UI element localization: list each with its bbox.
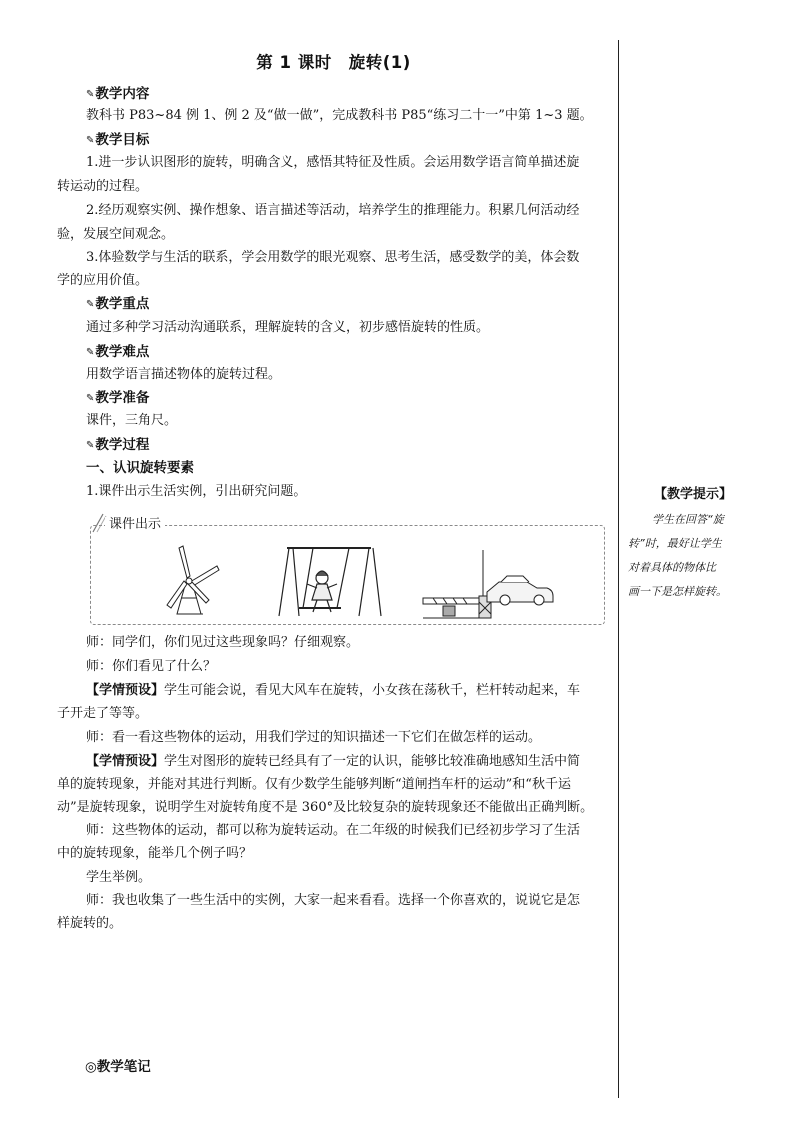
dialogue-line: 师：你们看见了什么？ <box>86 659 217 674</box>
dialogue-line: 师：我也收集了一些生活中的实例，大家一起来看看。选择一个你喜欢的，说说它是怎 <box>86 893 581 908</box>
preset-line: 子开走了等等。 <box>57 706 149 721</box>
column-divider <box>618 40 619 1098</box>
dialogue-line: 学生举例。 <box>86 870 152 885</box>
swing-icon <box>279 548 381 616</box>
objectives-heading: ✎教学目标 <box>86 132 150 148</box>
objective-line: 3.体验数学与生活的联系，学会用数学的眼光观察、思考生活，感受数学的美，体会数 <box>86 250 580 265</box>
objective-line: 验，发展空间观念。 <box>57 227 175 242</box>
dialogue-line: 师：同学们，你们见过这些现象吗？仔细观察。 <box>86 635 360 650</box>
keypoints-heading: ✎教学重点 <box>86 296 150 312</box>
dialogue-line: 样旋转的。 <box>57 916 123 931</box>
preset-tag: 【学情预设】 <box>86 683 165 698</box>
preset-paragraph: 【学情预设】学生可能会说，看见大风车在旋转，小女孩在荡秋千，栏杆转动起来，车 <box>86 683 581 698</box>
process-subheading: 一、认识旋转要素 <box>86 460 194 476</box>
objective-line: 1.进一步认识图形的旋转，明确含义，感悟其特征及性质。会运用数学语言简单描述旋 <box>86 155 580 170</box>
dialogue-line: 师：看一看这些物体的运动，用我们学过的知识描述一下它们在做怎样的运动。 <box>86 730 542 745</box>
process-step: 1.课件出示生活实例，引出研究问题。 <box>86 484 307 499</box>
preset-line: 单的旋转现象，并能对其进行判断。仅有少数学生能够判断“道闸挡车杆的运动”和“秋千运 <box>57 777 571 792</box>
difficulties-text: 用数学语言描述物体的旋转过程。 <box>86 367 282 382</box>
pen-marker-icon: ✎ <box>86 135 95 146</box>
dialogue-line: 中的旋转现象，能举几个例子吗？ <box>57 846 253 861</box>
teaching-notes-label: ◎教学笔记 <box>85 1059 151 1075</box>
objective-line: 学的应用价值。 <box>57 273 149 288</box>
objective-line: 2.经历观察实例、操作想象、语言描述等活动，培养学生的推理能力。积累几何活动经 <box>86 203 580 218</box>
pen-marker-icon: ✎ <box>86 299 95 310</box>
content-text: 教科书 P83~84 例 1、例 2 及“做一做”，完成教科书 P85“练习二十一”中第 1~3 题。 <box>86 108 593 123</box>
pen-marker-icon: ✎ <box>86 440 95 451</box>
courseware-box <box>90 525 605 625</box>
pen-marker-icon: ✎ <box>86 89 95 100</box>
preparation-text: 课件，三角尺。 <box>86 413 178 428</box>
page-title: 第 1 课时 旋转(1) <box>256 53 411 72</box>
tips-line: 学生在回答“旋 <box>652 513 724 526</box>
difficulties-heading: ✎教学难点 <box>86 344 150 360</box>
objective-line: 转运动的过程。 <box>57 179 149 194</box>
keypoints-text: 通过多种学习活动沟通联系，理解旋转的含义，初步感悟旋转的性质。 <box>86 320 490 335</box>
barrier-gate-icon <box>423 550 553 618</box>
tips-line: 对着具体的物体比 <box>628 561 716 574</box>
preparation-heading: ✎教学准备 <box>86 390 150 406</box>
windmill-icon <box>167 546 219 614</box>
tips-line: 转”时，最好让学生 <box>628 537 722 550</box>
dialogue-line: 师：这些物体的运动，都可以称为旋转运动。在二年级的时候我们已经初步学习了生活 <box>86 823 581 838</box>
process-heading: ✎教学过程 <box>86 437 150 453</box>
preset-paragraph: 【学情预设】学生对图形的旋转已经具有了一定的认识，能够比较准确地感知生活中简 <box>86 754 581 769</box>
pen-marker-icon: ✎ <box>86 347 95 358</box>
courseware-label: 课件出示 <box>105 517 165 533</box>
content-heading: ✎教学内容 <box>86 86 150 102</box>
tips-line: 画一下是怎样旋转。 <box>628 585 727 598</box>
preset-line: 动”是旋转现象，说明学生对旋转角度不是 360°及比较复杂的旋转现象还不能做出正确判断。 <box>57 800 594 815</box>
tips-heading: 【教学提示】 <box>653 487 732 502</box>
preset-tag: 【学情预设】 <box>86 754 165 769</box>
pen-marker-icon: ✎ <box>86 393 95 404</box>
teaching-tips <box>628 487 758 598</box>
